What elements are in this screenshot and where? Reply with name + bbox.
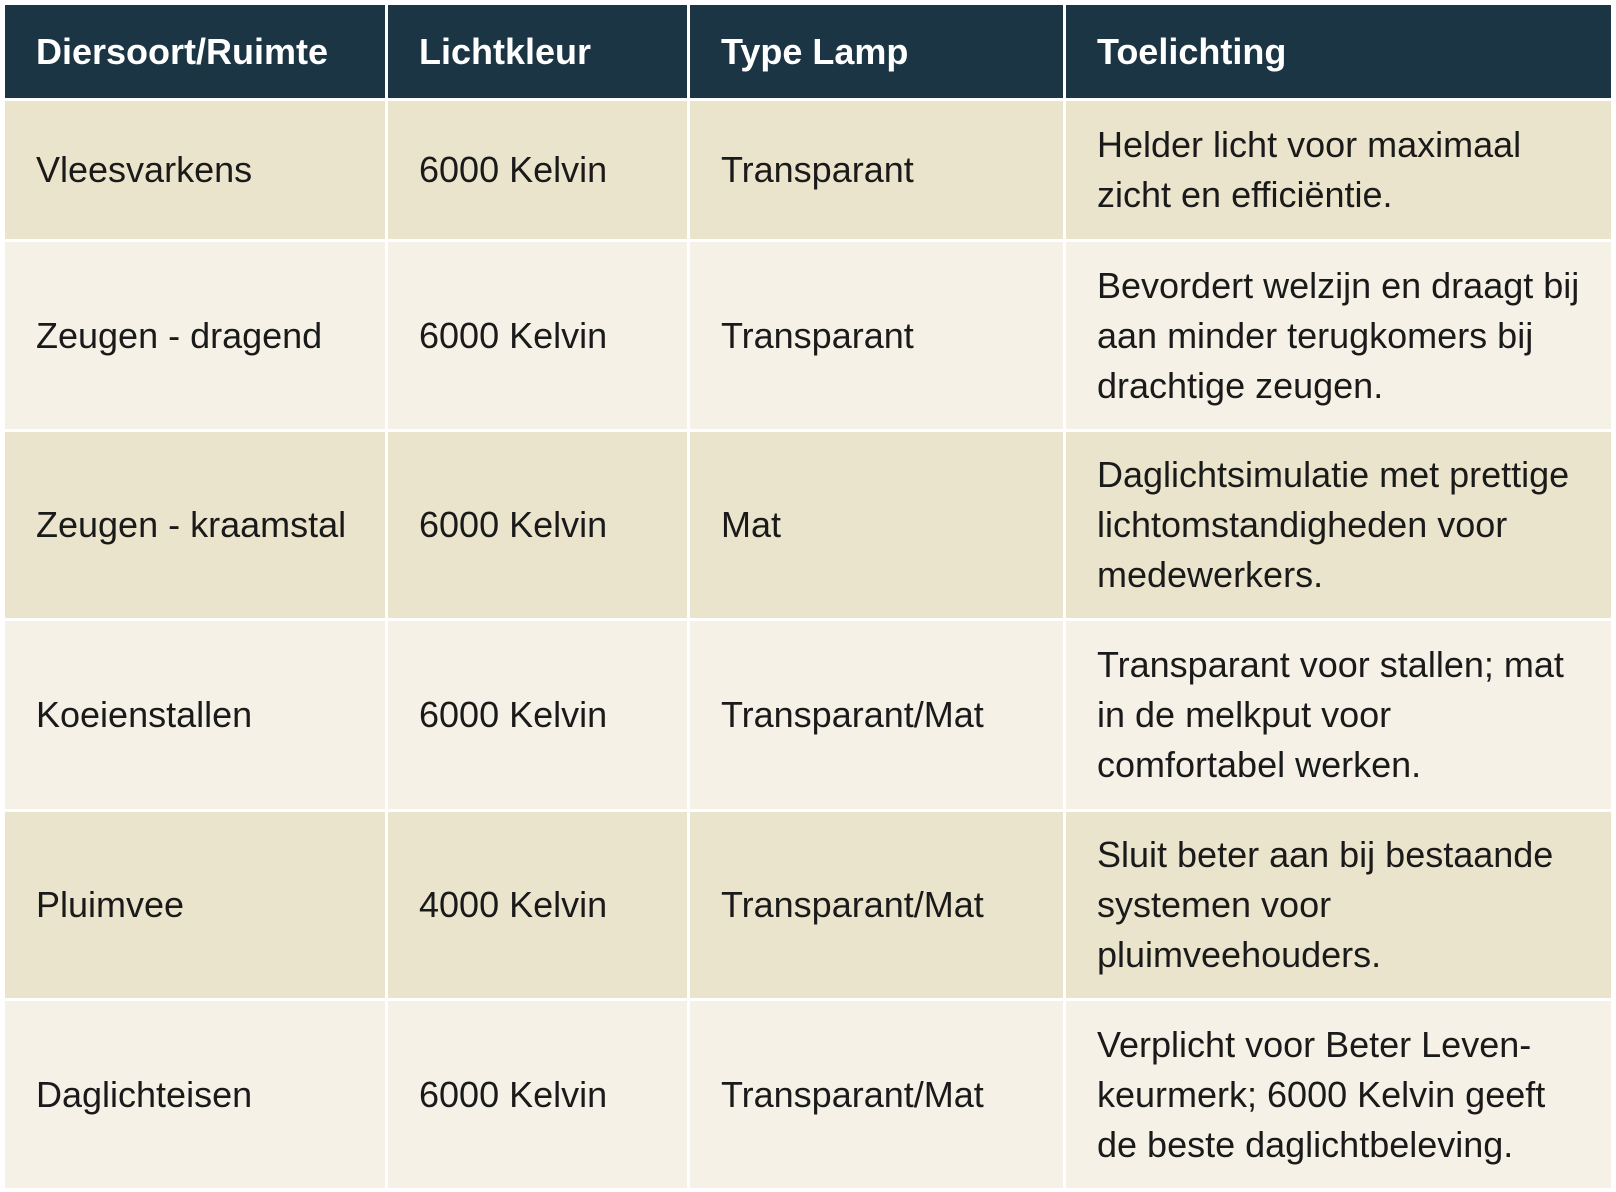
cell-diersoort: Daglichteisen [5, 1001, 385, 1191]
cell-toelichting: Sluit beter aan bij bestaande systemen voor pluimveehouders. [1063, 812, 1611, 1001]
table-header-row [5, 5, 1611, 101]
cell-type-lamp: Transparant/Mat [687, 812, 1063, 1001]
cell-diersoort: Zeugen - kraamstal [5, 432, 385, 621]
table-row [5, 432, 1611, 621]
cell-diersoort: Koeienstallen [5, 621, 385, 812]
table-row [5, 621, 1611, 812]
table-row [5, 101, 1611, 242]
cell-type-lamp: Transparant [687, 101, 1063, 242]
cell-lichtkleur: 6000 Kelvin [385, 242, 687, 432]
header-lichtkleur: Lichtkleur [385, 5, 687, 101]
cell-lichtkleur: 6000 Kelvin [385, 101, 687, 242]
cell-lichtkleur: 6000 Kelvin [385, 1001, 687, 1191]
cell-toelichting: Verplicht voor Beter Leven-keurmerk; 6000 Kelvin geeft de beste daglichtbeleving. [1063, 1001, 1611, 1191]
cell-type-lamp: Transparant/Mat [687, 1001, 1063, 1191]
table-row [5, 812, 1611, 1001]
header-type-lamp: Type Lamp [687, 5, 1063, 101]
lighting-table [5, 5, 1611, 1191]
header-diersoort: Diersoort/Ruimte [5, 5, 385, 101]
header-toelichting: Toelichting [1063, 5, 1611, 101]
cell-type-lamp: Mat [687, 432, 1063, 621]
cell-toelichting: Transparant voor stallen; mat in de melkput voor comfortabel werken. [1063, 621, 1611, 812]
table-row [5, 242, 1611, 432]
cell-diersoort: Zeugen - dragend [5, 242, 385, 432]
cell-type-lamp: Transparant/Mat [687, 621, 1063, 812]
cell-lichtkleur: 4000 Kelvin [385, 812, 687, 1001]
cell-toelichting: Daglichtsimulatie met prettige lichtomstandigheden voor medewerkers. [1063, 432, 1611, 621]
lighting-table-container [5, 5, 1611, 1191]
table-row [5, 1001, 1611, 1191]
cell-toelichting: Helder licht voor maximaal zicht en efficiëntie. [1063, 101, 1611, 242]
cell-toelichting: Bevordert welzijn en draagt bij aan minder terugkomers bij drachtige zeugen. [1063, 242, 1611, 432]
cell-diersoort: Pluimvee [5, 812, 385, 1001]
cell-type-lamp: Transparant [687, 242, 1063, 432]
cell-lichtkleur: 6000 Kelvin [385, 621, 687, 812]
cell-lichtkleur: 6000 Kelvin [385, 432, 687, 621]
cell-diersoort: Vleesvarkens [5, 101, 385, 242]
